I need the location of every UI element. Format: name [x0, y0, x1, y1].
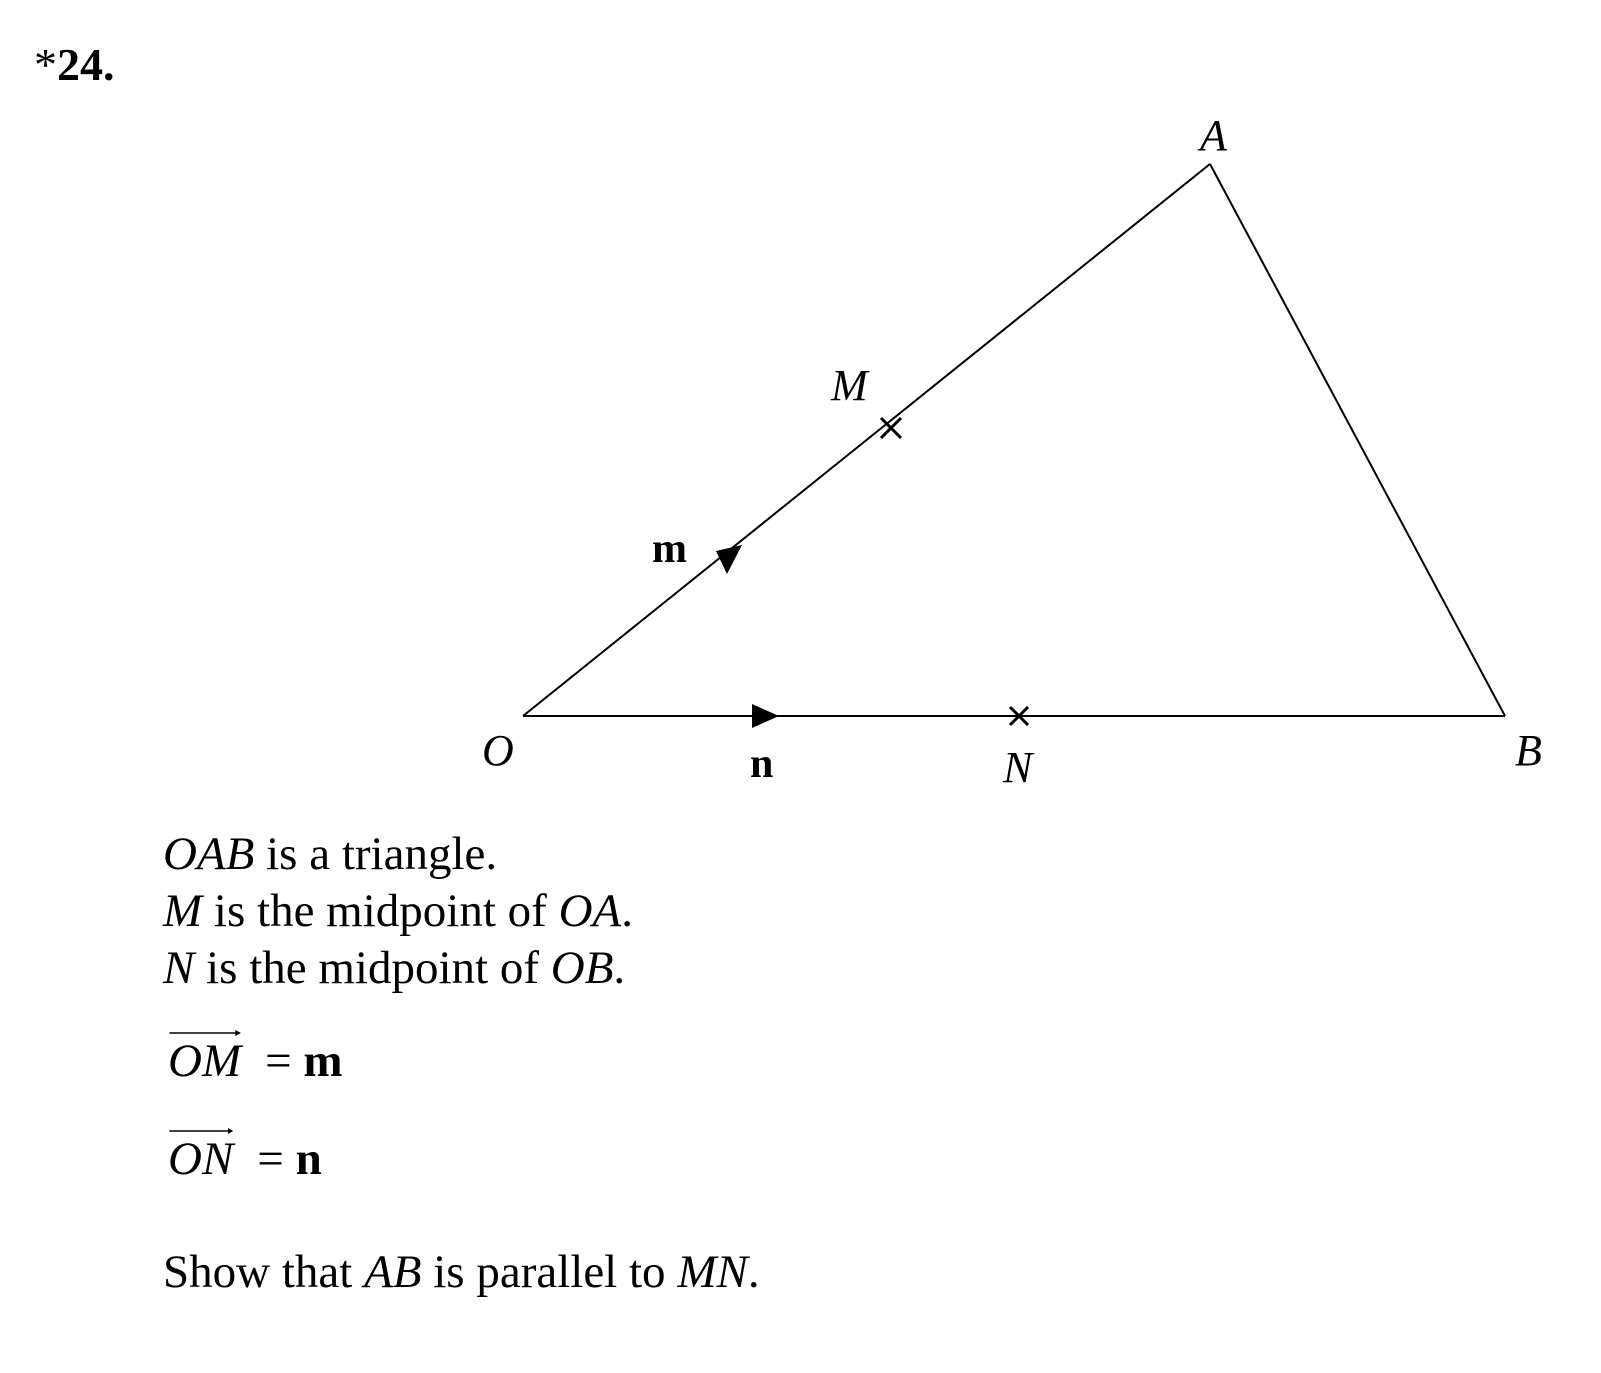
- statement-midpoint-n: N is the midpoint of OB.: [163, 942, 626, 994]
- given-statements: [163, 826, 633, 997]
- vector-om: OM: [168, 1038, 241, 1085]
- label-a: A: [1200, 111, 1227, 160]
- label-b: B: [1515, 726, 1542, 775]
- arrow-m-icon: [716, 545, 742, 574]
- label-m: M: [831, 361, 868, 410]
- label-n: N: [1003, 743, 1033, 792]
- vector-on: ON: [168, 1136, 233, 1183]
- vector-arrow-icon: [168, 1028, 241, 1038]
- statement-triangle: OAB is a triangle.: [163, 828, 498, 880]
- task-statement: Show that AB is parallel to MN.: [163, 1246, 760, 1298]
- label-o: O: [482, 726, 514, 775]
- equation-om: OM = m: [168, 1038, 343, 1085]
- equation-on: ON = n: [168, 1136, 322, 1183]
- side-oa: [523, 164, 1210, 716]
- question-star: *: [34, 39, 57, 90]
- statement-midpoint-m: M is the midpoint of OA.: [163, 885, 633, 937]
- vector-arrow-icon: [168, 1126, 233, 1136]
- arrow-n-icon: [752, 704, 779, 728]
- label-vector-m: m: [652, 526, 687, 572]
- side-ab: [1210, 164, 1505, 716]
- label-vector-n: n: [750, 741, 774, 787]
- question-number-value: 24.: [57, 39, 115, 90]
